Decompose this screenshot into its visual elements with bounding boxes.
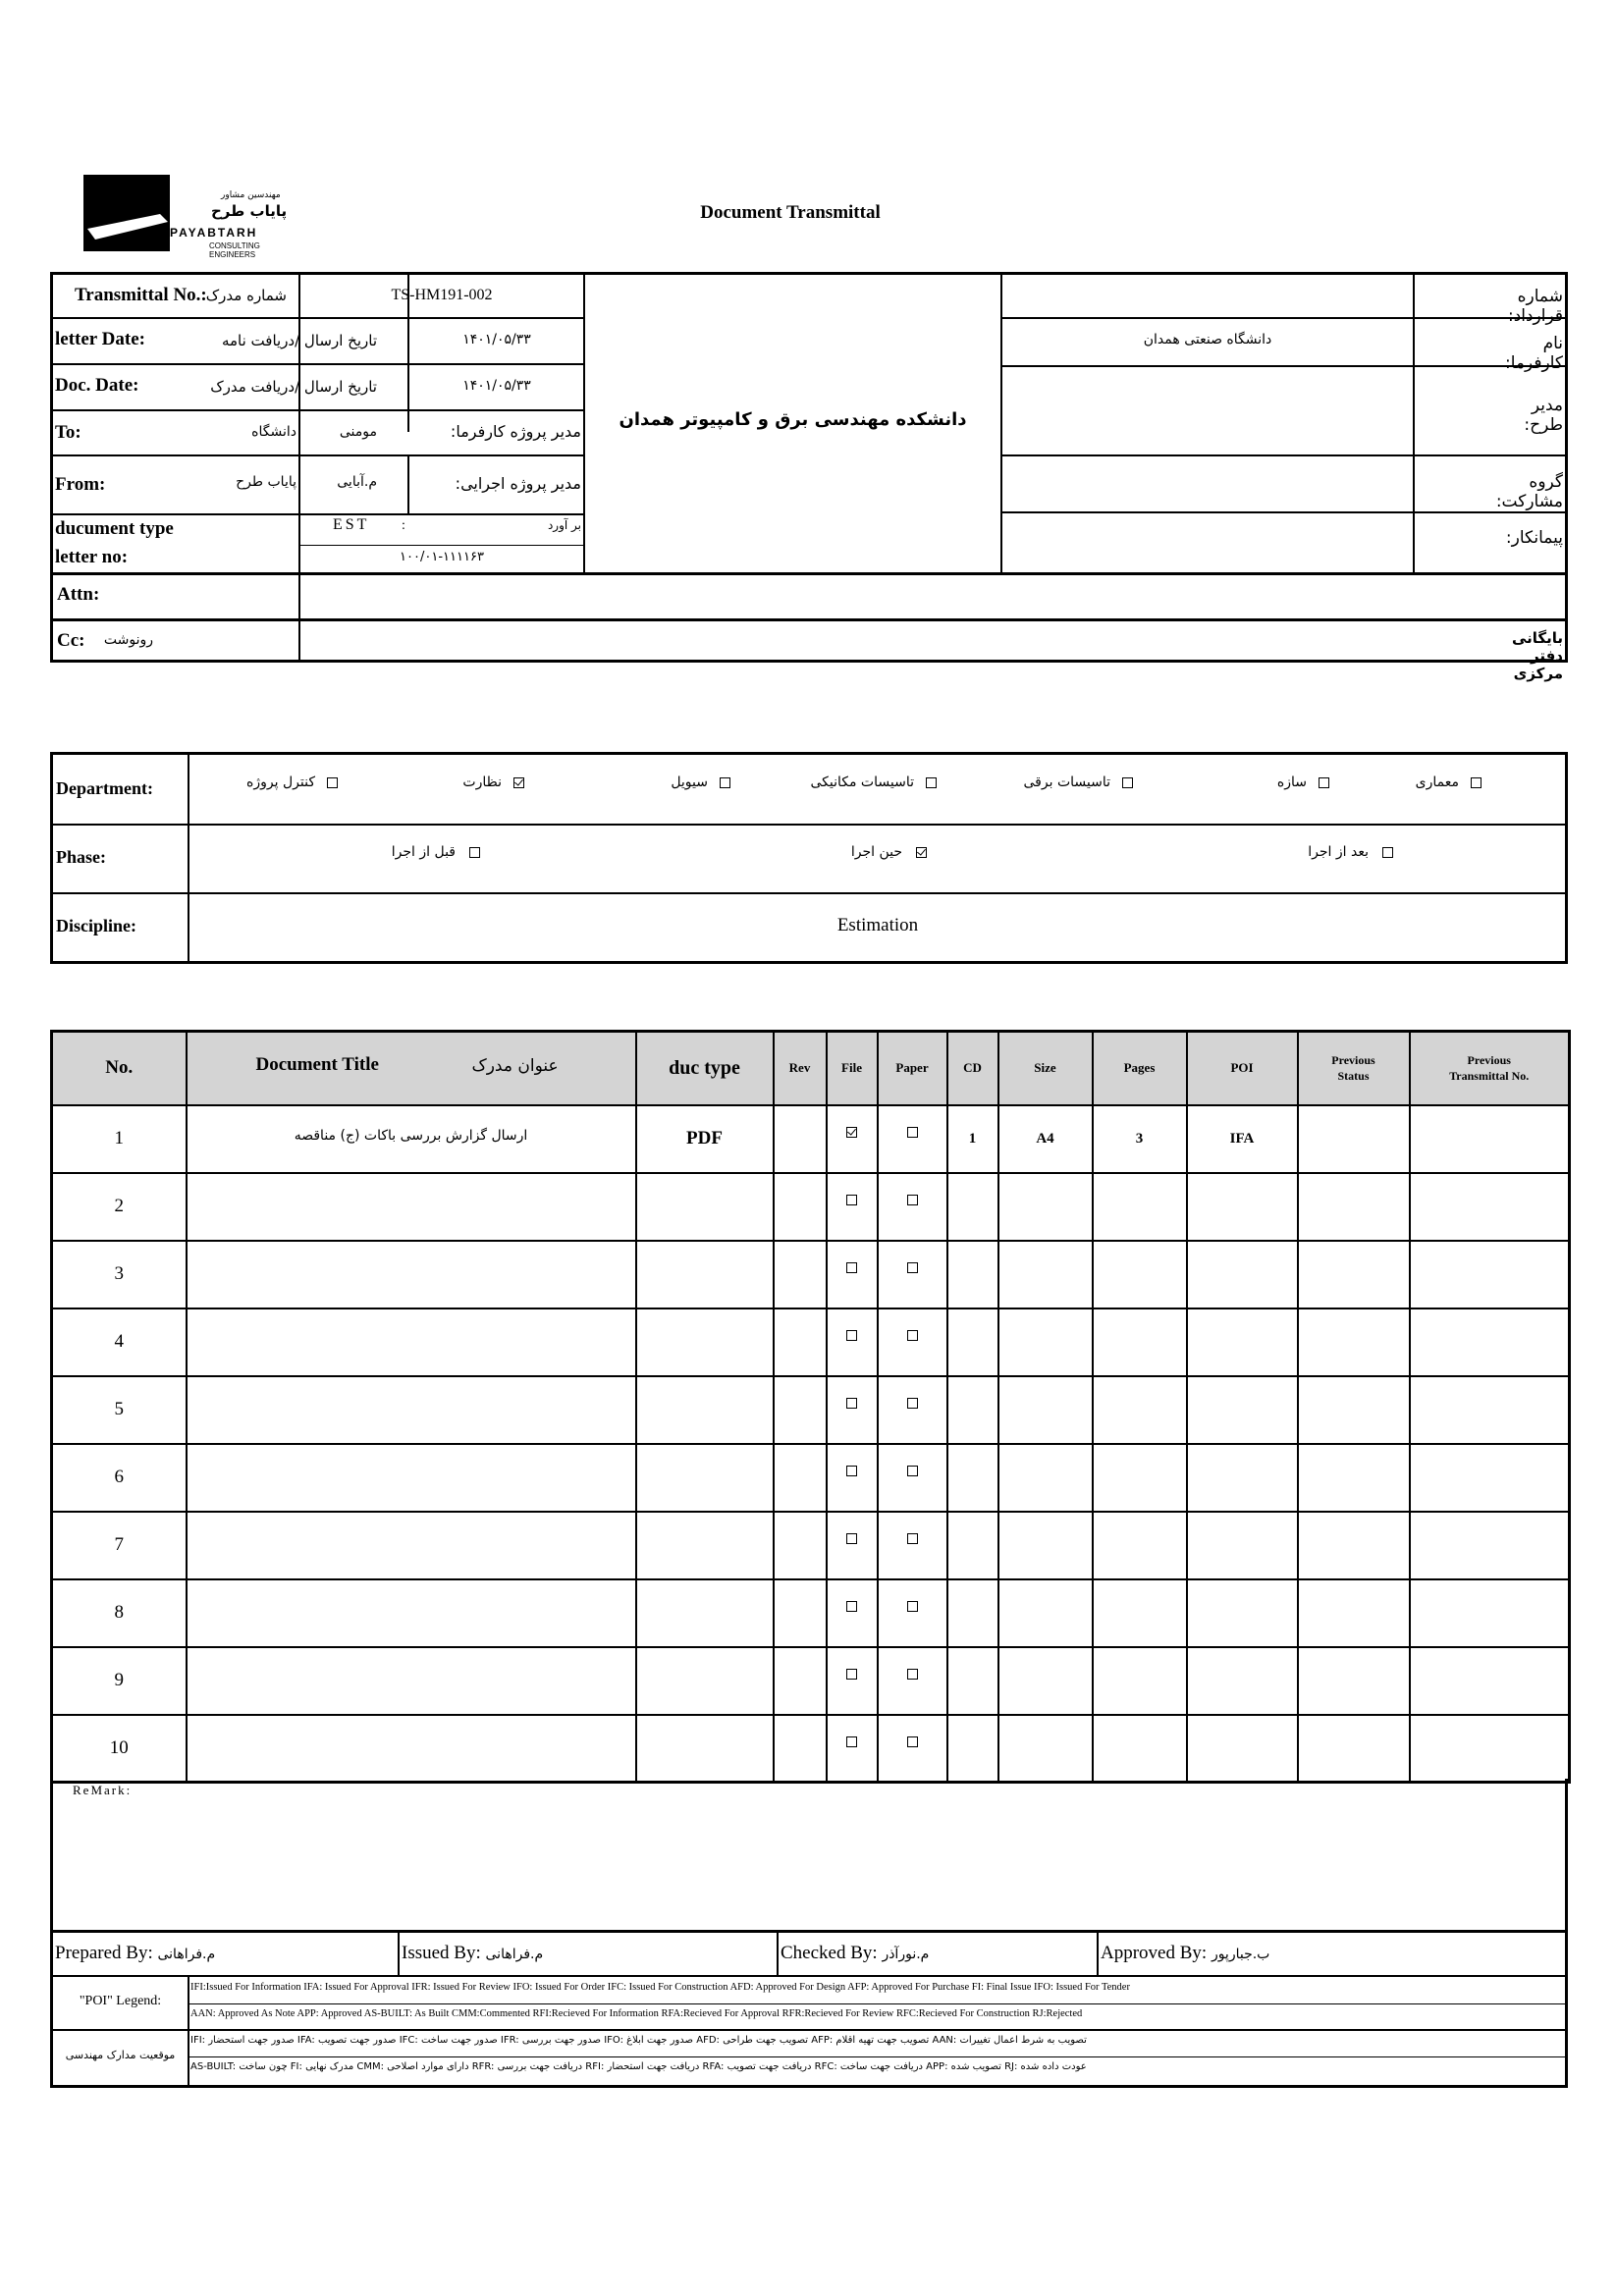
cell-poi	[1187, 1715, 1298, 1783]
cell-title	[187, 1647, 636, 1715]
table-row	[52, 1241, 1570, 1308]
cell-paper	[878, 1376, 947, 1444]
cell-cd: 1	[947, 1105, 998, 1173]
header-prev-status-2: Status	[1337, 1069, 1370, 1084]
cell-prev-trans	[1410, 1173, 1570, 1241]
cell-prev-trans	[1410, 1579, 1570, 1647]
cell-paper	[878, 1444, 947, 1512]
prepared-by	[55, 1943, 215, 1964]
cell-file	[827, 1241, 878, 1308]
company-logo	[83, 175, 299, 259]
checkbox-icon[interactable]	[907, 1398, 918, 1409]
cell-no: 6	[52, 1444, 187, 1512]
cell-paper	[878, 1715, 947, 1783]
header-type: duc type	[636, 1032, 774, 1105]
transmittal-no-label: Transmittal No.:	[75, 285, 207, 305]
cell-title	[187, 1376, 636, 1444]
cell-poi: IFA	[1187, 1105, 1298, 1173]
cell-file	[827, 1579, 878, 1647]
from-label: From:	[55, 474, 106, 495]
cell-cd	[947, 1579, 998, 1647]
approved-by-value: ب.جبارپور	[1211, 1947, 1270, 1962]
cell-rev	[774, 1376, 827, 1444]
header-cd: CD	[947, 1032, 998, 1105]
cell-prev-trans	[1410, 1647, 1570, 1715]
cell-paper	[878, 1241, 947, 1308]
cell-pages	[1093, 1512, 1187, 1579]
cell-prev-status	[1298, 1241, 1410, 1308]
header-size: Size	[998, 1032, 1093, 1105]
cell-cd	[947, 1444, 998, 1512]
cell-file	[827, 1173, 878, 1241]
remark-label: ReMark:	[73, 1783, 133, 1797]
cc-fa: رونوشت	[103, 632, 153, 648]
from-value-1: پایاب طرح	[236, 474, 296, 490]
checkbox-icon[interactable]	[1122, 777, 1133, 788]
cell-poi	[1187, 1579, 1298, 1647]
letter-no-label: letter no:	[55, 547, 129, 567]
phase-option[interactable]	[1216, 844, 1393, 860]
checkbox-icon[interactable]	[846, 1601, 857, 1612]
table-row	[52, 1444, 1570, 1512]
cell-paper	[878, 1105, 947, 1173]
department-option-label: نظارت	[462, 774, 502, 790]
cell-prev-trans	[1410, 1308, 1570, 1376]
cell-no: 9	[52, 1647, 187, 1715]
project-name: دانشکده مهندسی برق و کامپیوتر همدان	[619, 409, 967, 430]
letter-date-value: ۱۴۰۱/۰۵/۳۳	[462, 332, 531, 347]
employer-value: دانشگاه صنعتی همدان	[1143, 332, 1272, 347]
classification-block	[50, 752, 1568, 964]
cell-size	[998, 1715, 1093, 1783]
department-option-label: معماری	[1415, 774, 1459, 790]
header-prev-trans-2: Transmittal No.	[1449, 1069, 1530, 1084]
transmittal-no-value: TS-HM191-002	[391, 287, 493, 303]
cell-file	[827, 1308, 878, 1376]
table-row	[52, 1105, 1570, 1173]
cell-no: 3	[52, 1241, 187, 1308]
approved-by	[1101, 1943, 1269, 1964]
letter-date-label: letter Date:	[55, 329, 145, 349]
checkbox-icon[interactable]	[469, 847, 480, 858]
header-no: No.	[52, 1032, 187, 1105]
cell-type	[636, 1647, 774, 1715]
cell-no: 10	[52, 1715, 187, 1783]
legend-line-4: AS-BUILT: چون ساخت FI: مدرک نهایی CMM: دارای موارد اصلاحی RFR: دریافت جهت بررسی RFI: دریافت جهت استحضار RFA: دریافت جهت تصویب RFC: دریافت جهت ساخت APP: تصویب شده RJ: عودت داده شده	[190, 2061, 1087, 2072]
remark-box	[50, 1779, 1568, 1930]
letter-no-value: ۱۰۰/۰۱-۱۱۱۱۶۳	[400, 550, 484, 564]
signoff-row	[50, 1930, 1568, 1977]
cell-file	[827, 1444, 878, 1512]
cell-size	[998, 1512, 1093, 1579]
checkbox-icon[interactable]	[846, 1398, 857, 1409]
discipline-label: Discipline:	[56, 916, 137, 935]
phase-option-label: بعد از اجرا	[1308, 844, 1369, 860]
checkbox-icon[interactable]	[846, 1533, 857, 1544]
cell-pages	[1093, 1241, 1187, 1308]
header-prev-status-1: Previous	[1331, 1053, 1375, 1068]
poi-legend-label: "POI" Legend:	[79, 1994, 162, 2008]
cell-size	[998, 1241, 1093, 1308]
legend-block	[50, 1977, 1568, 2088]
cell-prev-trans	[1410, 1241, 1570, 1308]
cell-size	[998, 1376, 1093, 1444]
cell-paper	[878, 1579, 947, 1647]
logo-en: PAYABTARH	[170, 226, 258, 240]
phase-option-label: قبل از اجرا	[391, 844, 456, 860]
from-value-2: م.آبایی	[337, 474, 377, 490]
table-header-row	[52, 1032, 1570, 1105]
cell-cd	[947, 1715, 998, 1783]
cell-file	[827, 1715, 878, 1783]
cell-cd	[947, 1308, 998, 1376]
department-option[interactable]	[1153, 774, 1329, 790]
checkbox-icon[interactable]	[907, 1736, 918, 1747]
header-prev-trans-1: Previous	[1467, 1053, 1511, 1068]
table-row	[52, 1376, 1570, 1444]
prepared-by-label: Prepared By:	[55, 1943, 153, 1963]
cell-cd	[947, 1512, 998, 1579]
logo-fa-small: مهندسين مشاور	[221, 190, 281, 200]
cell-size	[998, 1173, 1093, 1241]
cell-poi	[1187, 1512, 1298, 1579]
cell-no: 1	[52, 1105, 187, 1173]
prepared-by-value: م.فراهانی	[157, 1947, 216, 1962]
checkbox-checked-icon[interactable]	[846, 1127, 857, 1138]
manager-label: مدیر طرح:	[1524, 396, 1563, 435]
checkbox-icon[interactable]	[720, 777, 730, 788]
logo-fa: پایاب طرح	[211, 202, 288, 220]
letter-date-fa: تاریخ ارسال /دریافت نامه	[221, 332, 377, 349]
legend-line-1: IFI:Issued For Information IFA: Issued For Approval IFR: Issued For Review IFO: Issued For Order IFC: Issued For Construction AFD: Approved For Design AFP: Approved For Purchase FI: Final Issue IFO: Issued For Tender	[190, 1982, 1130, 1993]
cell-rev	[774, 1647, 827, 1715]
cell-pages	[1093, 1376, 1187, 1444]
department-option[interactable]	[1305, 774, 1481, 790]
checkbox-checked-icon[interactable]	[513, 777, 524, 788]
doc-date-fa: تاریخ ارسال /دریافت مدرک	[210, 378, 377, 396]
checkbox-icon[interactable]	[846, 1330, 857, 1341]
cell-cd	[947, 1647, 998, 1715]
department-option[interactable]	[760, 774, 937, 790]
checkbox-icon[interactable]	[846, 1262, 857, 1273]
department-label: Department:	[56, 778, 153, 798]
doctype-label: ducument type	[55, 518, 174, 539]
checkbox-icon[interactable]	[907, 1466, 918, 1476]
cell-prev-status	[1298, 1376, 1410, 1444]
doctype-separator: :	[402, 518, 405, 533]
cell-type	[636, 1308, 774, 1376]
cell-poi	[1187, 1376, 1298, 1444]
cell-prev-trans	[1410, 1105, 1570, 1173]
cell-paper	[878, 1647, 947, 1715]
contract-no-label: شماره قرارداد:	[1507, 287, 1563, 326]
header-poi: POI	[1187, 1032, 1298, 1105]
department-option[interactable]	[161, 774, 338, 790]
cell-pages	[1093, 1308, 1187, 1376]
to-label: To:	[55, 422, 81, 443]
cell-type	[636, 1512, 774, 1579]
table-row	[52, 1512, 1570, 1579]
legend-line-2: AAN: Approved As Note APP: Approved AS-BUILT: As Built CMM:Commented RFI:Recieved For Information RFA:Recieved For Approval RFR:Recieved For Review RFC:Recieved For Construction RJ:Rejected	[190, 2008, 1083, 2019]
to-value-2: مومنی	[339, 424, 377, 440]
cell-title	[187, 1579, 636, 1647]
cc-value: بایگانی دفتر مرکزی	[1511, 629, 1563, 682]
cell-pages	[1093, 1579, 1187, 1647]
checkbox-icon[interactable]	[846, 1736, 857, 1747]
header-rev: Rev	[774, 1032, 827, 1105]
header-title-fa: عنوان مدرک	[471, 1056, 559, 1076]
checkbox-icon[interactable]	[1382, 847, 1393, 858]
to-value-1: دانشگاه	[251, 424, 296, 440]
header-prev-status	[1298, 1032, 1410, 1105]
table-row	[52, 1308, 1570, 1376]
cell-prev-trans	[1410, 1444, 1570, 1512]
cell-rev	[774, 1512, 827, 1579]
checkbox-icon[interactable]	[926, 777, 937, 788]
cell-pages: 3	[1093, 1105, 1187, 1173]
cell-paper	[878, 1512, 947, 1579]
cell-rev	[774, 1105, 827, 1173]
cell-pages	[1093, 1715, 1187, 1783]
checkbox-icon[interactable]	[907, 1669, 918, 1680]
cell-no: 8	[52, 1579, 187, 1647]
cell-title: ارسال گزارش بررسی باکات (ج) مناقصه	[187, 1105, 636, 1173]
issued-by-value: م.فراهانی	[485, 1947, 544, 1962]
table-row	[52, 1579, 1570, 1647]
cell-type: PDF	[636, 1105, 774, 1173]
cell-file	[827, 1512, 878, 1579]
checkbox-icon[interactable]	[907, 1127, 918, 1138]
page-title: Document Transmittal	[700, 202, 881, 223]
header-title-en: Document Title	[255, 1054, 379, 1075]
doc-date-value: ۱۴۰۱/۰۵/۳۳	[462, 378, 531, 394]
department-option-label: تاسیسات مکانیکی	[810, 774, 914, 790]
cell-cd	[947, 1241, 998, 1308]
cell-type	[636, 1715, 774, 1783]
cell-title	[187, 1512, 636, 1579]
contractor-label: پیمانکار:	[1505, 528, 1563, 548]
header-prev-trans	[1410, 1032, 1570, 1105]
cell-no: 4	[52, 1308, 187, 1376]
issued-by-label: Issued By:	[402, 1943, 481, 1963]
table-row	[52, 1173, 1570, 1241]
header-title	[187, 1032, 636, 1105]
cell-type	[636, 1444, 774, 1512]
checked-by-label: Checked By:	[781, 1943, 878, 1963]
cell-prev-status	[1298, 1173, 1410, 1241]
table-row	[52, 1647, 1570, 1715]
cc-label: Cc:	[57, 630, 85, 651]
cell-type	[636, 1376, 774, 1444]
approved-by-label: Approved By:	[1101, 1943, 1208, 1963]
doctype-fa: بر آورد	[547, 518, 581, 532]
cell-pages	[1093, 1647, 1187, 1715]
cell-rev	[774, 1444, 827, 1512]
cell-rev	[774, 1715, 827, 1783]
cell-cd	[947, 1376, 998, 1444]
doc-date-label: Doc. Date:	[55, 375, 139, 396]
header-file: File	[827, 1032, 878, 1105]
partner-label: گروه مشارکت:	[1495, 472, 1563, 511]
cell-file	[827, 1105, 878, 1173]
cell-poi	[1187, 1308, 1298, 1376]
checkbox-icon[interactable]	[1319, 777, 1329, 788]
employer-label: نام کارفرما:	[1504, 334, 1563, 373]
cell-rev	[774, 1241, 827, 1308]
cell-rev	[774, 1308, 827, 1376]
cell-size: A4	[998, 1105, 1093, 1173]
to-fa-label: مدیر پروژه کارفرما:	[450, 422, 581, 441]
checkbox-icon[interactable]	[846, 1195, 857, 1205]
department-option[interactable]	[554, 774, 730, 790]
cell-title	[187, 1715, 636, 1783]
checkbox-icon[interactable]	[1471, 777, 1481, 788]
cell-poi	[1187, 1173, 1298, 1241]
checked-by	[781, 1943, 929, 1964]
cell-prev-status	[1298, 1579, 1410, 1647]
cell-prev-trans	[1410, 1512, 1570, 1579]
cell-poi	[1187, 1444, 1298, 1512]
cell-type	[636, 1173, 774, 1241]
discipline-value: Estimation	[836, 915, 919, 935]
cell-no: 7	[52, 1512, 187, 1579]
cell-title	[187, 1444, 636, 1512]
cell-pages	[1093, 1444, 1187, 1512]
cell-size	[998, 1444, 1093, 1512]
from-fa-label: مدیر پروژه اجرایی:	[455, 474, 581, 493]
checkbox-icon[interactable]	[907, 1330, 918, 1341]
cell-rev	[774, 1173, 827, 1241]
status-legend-label: موقعیت مدارک مهندسی	[65, 2049, 176, 2061]
cell-prev-trans	[1410, 1376, 1570, 1444]
info-block	[50, 272, 1568, 682]
cell-prev-status	[1298, 1512, 1410, 1579]
cell-cd	[947, 1173, 998, 1241]
checkbox-icon[interactable]	[907, 1195, 918, 1205]
phase-option[interactable]	[303, 844, 480, 860]
cell-title	[187, 1173, 636, 1241]
header-pages: Pages	[1093, 1032, 1187, 1105]
table-row	[52, 1715, 1570, 1783]
department-option-label: سیویل	[671, 774, 708, 790]
attn-label: Attn:	[57, 584, 100, 605]
checkbox-icon[interactable]	[907, 1533, 918, 1544]
cell-paper	[878, 1173, 947, 1241]
cell-title	[187, 1308, 636, 1376]
phase-option-label: حین اجرا	[850, 844, 902, 860]
cell-file	[827, 1647, 878, 1715]
cell-type	[636, 1241, 774, 1308]
department-option-label: تاسیسات برقی	[1023, 774, 1110, 790]
cell-pages	[1093, 1173, 1187, 1241]
checkbox-icon[interactable]	[907, 1601, 918, 1612]
transmittal-no-fa: شماره مدرک	[205, 287, 287, 304]
checkbox-checked-icon[interactable]	[916, 847, 927, 858]
cell-prev-status	[1298, 1105, 1410, 1173]
checkbox-icon[interactable]	[327, 777, 338, 788]
cell-size	[998, 1579, 1093, 1647]
phase-option[interactable]	[750, 844, 927, 860]
documents-table	[50, 1030, 1571, 2072]
issued-by	[402, 1943, 543, 1964]
cell-prev-status	[1298, 1308, 1410, 1376]
cell-prev-status	[1298, 1444, 1410, 1512]
department-option[interactable]	[956, 774, 1133, 790]
logo-sub: CONSULTING ENGINEERS	[209, 241, 260, 259]
cell-type	[636, 1579, 774, 1647]
cell-paper	[878, 1308, 947, 1376]
cell-no: 5	[52, 1376, 187, 1444]
department-option[interactable]	[348, 774, 524, 790]
doctype-value: EST	[333, 516, 370, 533]
checkbox-icon[interactable]	[907, 1262, 918, 1273]
checkbox-icon[interactable]	[846, 1669, 857, 1680]
department-option-label: کنترل پروژه	[246, 774, 315, 790]
cell-poi	[1187, 1647, 1298, 1715]
cell-prev-trans	[1410, 1715, 1570, 1783]
cell-size	[998, 1308, 1093, 1376]
cell-no: 2	[52, 1173, 187, 1241]
checkbox-icon[interactable]	[846, 1466, 857, 1476]
cell-file	[827, 1376, 878, 1444]
phase-label: Phase:	[56, 847, 106, 867]
department-option-label: سازه	[1276, 774, 1307, 790]
legend-line-3: IFI: صدور جهت استحضار IFA: صدور جهت تصویب IFC: صدور جهت ساخت IFR: صدور جهت بررسی IFO: صدور جهت ابلاغ AFD: تصویب جهت طراحی AFP: تصویب جهت تهیه اقلام AAN: تصویب به شرط اعمال تغییرات	[190, 2035, 1087, 2046]
checked-by-value: م.نورآذر	[882, 1947, 930, 1962]
cell-prev-status	[1298, 1647, 1410, 1715]
cell-rev	[774, 1579, 827, 1647]
cell-size	[998, 1647, 1093, 1715]
cell-poi	[1187, 1241, 1298, 1308]
cell-prev-status	[1298, 1715, 1410, 1783]
header-paper: Paper	[878, 1032, 947, 1105]
logo-mark-icon	[83, 175, 172, 253]
cell-title	[187, 1241, 636, 1308]
